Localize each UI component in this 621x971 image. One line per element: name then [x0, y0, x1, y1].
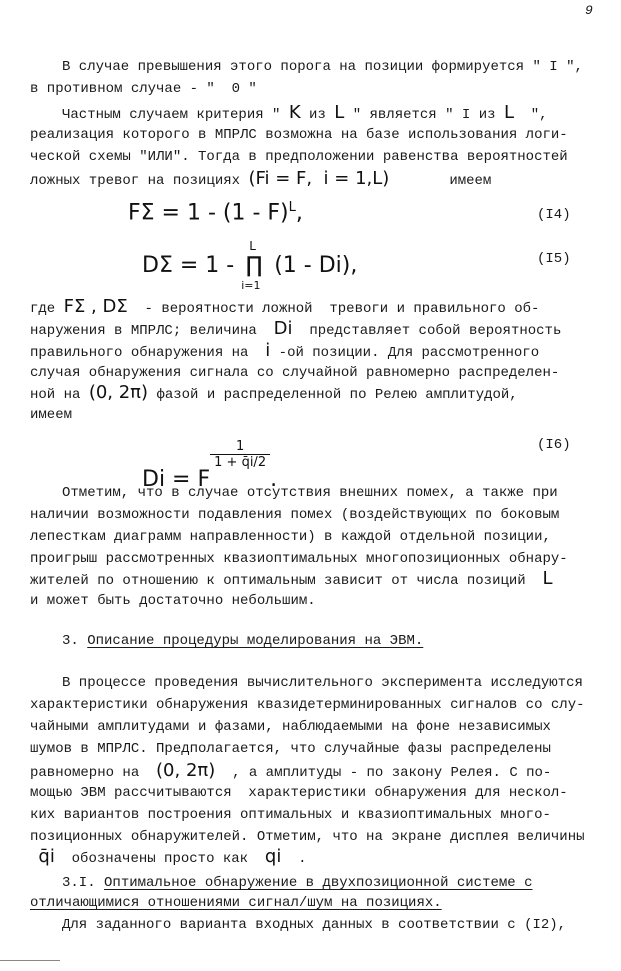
- text-line: наружения в МПРЛС; величина Di представляет собой вероятность: [30, 318, 562, 339]
- subsection-heading: 3.I. Оптимальное обнаружение в двухпозиционной системе с: [62, 875, 533, 891]
- equation-15: DΣ = 1 - L ∏ i=1 (1 - Di),: [142, 239, 358, 292]
- symbols-F-D: FΣ , DΣ: [63, 296, 128, 317]
- text-line: Отметим, что в случае отсутствия внешних помех, а также при: [62, 485, 558, 501]
- equation-16: Di = F $^{\frac{1}{1 + q̄i/2}}$ .: [142, 439, 278, 492]
- text-line: ной на (0, 2π) фазой и распределенной по Релею амплитудой,: [30, 382, 518, 403]
- equation-number: (I5): [537, 251, 571, 267]
- symbol-L: L: [334, 102, 345, 123]
- symbol-K: K: [288, 102, 301, 123]
- condition-formula: (Fi = F, i = 1,L): [248, 168, 390, 189]
- text-line: жителей по отношению к оптимальным зависит от числа позиций L: [30, 568, 553, 589]
- phase-range: (0, 2π): [88, 382, 149, 403]
- symbol-L: L: [542, 568, 553, 589]
- text-line: проигрыш рассмотренных квазиоптимальных многопозиционных обнару-: [30, 551, 568, 567]
- text-line: ческой схемы "ИЛИ". Тогда в предположении равенства вероятностей: [30, 149, 568, 165]
- text-line: В случае превышения этого порога на позиции формируется " I ",: [62, 59, 583, 75]
- text-line: мощью ЭВМ рассчитываются характеристики обнаружения для нескол-: [30, 785, 568, 801]
- text-line: наличии возможности подавления помех (воздействующих по боковым: [30, 507, 560, 523]
- symbol-L: L: [503, 102, 514, 123]
- text-line: шумов в МПРЛС. Предполагается, что случайные фазы распределены: [30, 741, 551, 757]
- text-line: В процессе проведения вычислительного эксперимента исследуются: [62, 675, 583, 691]
- equation-number: (I6): [537, 437, 571, 453]
- text-line: Для заданного варианта входных данных в соответствии с (I2),: [62, 917, 567, 933]
- symbol-Di: Di: [273, 318, 293, 339]
- text-line: случая обнаружения сигнала со случайной равномерно распределен-: [30, 365, 560, 381]
- text-line: равномерно на (0, 2π) , а амплитуды - по закону Релея. С по-: [30, 760, 552, 781]
- text-line: чайными амплитудами и фазами, наблюдаемыми на фоне независимых: [30, 719, 551, 735]
- text-line: в противном случае - " 0 ": [30, 81, 257, 97]
- symbol-i: i: [265, 340, 271, 361]
- equation-number: (I4): [537, 207, 571, 223]
- section-heading: 3. Описание процедуры моделирования на ЭВМ.: [62, 633, 424, 649]
- symbol-q: qi: [264, 846, 282, 867]
- text-line: правильного обнаружения на i -ой позиции. Для рассмотренного: [30, 340, 540, 361]
- text-line: где FΣ , DΣ - вероятности ложной тревоги и правильного об-: [30, 296, 540, 317]
- text-line: и может быть достаточно небольшим.: [30, 593, 316, 609]
- phase-range: (0, 2π): [156, 760, 216, 781]
- text-line: имеем: [30, 407, 73, 423]
- text-line: ложных тревог на позициях (Fi = F, i = 1,L) имеем: [30, 168, 492, 189]
- scan-artifact-line: [0, 960, 60, 961]
- text-line: характеристики обнаружения квазидетерминированных сигналов со слу-: [30, 697, 585, 713]
- text-line: позиционных обнаружителей. Отметим, что на экране дисплея величины: [30, 829, 585, 845]
- text-line: ких вариантов построения оптимальных и квазиоптимальных много-: [30, 807, 551, 823]
- equation-14: FΣ = 1 - (1 - F)$^L$,: [128, 200, 303, 226]
- page-number: 9: [585, 3, 593, 18]
- subsection-heading-continued: отличающимися отношениями сигнал/шум на позициях.: [30, 895, 442, 911]
- text-line: реализация которого в МПРЛС возможна на базе использования логи-: [30, 127, 568, 143]
- symbol-q-bar: q̄i: [38, 846, 55, 867]
- text-line: Частным случаем критерия " K из L " является " I из L ",: [62, 102, 548, 123]
- text-line: лепесткам диаграмм направленности) в каждой отдельной позиции,: [30, 529, 551, 545]
- text-line: q̄i обозначены просто как qi .: [38, 846, 307, 867]
